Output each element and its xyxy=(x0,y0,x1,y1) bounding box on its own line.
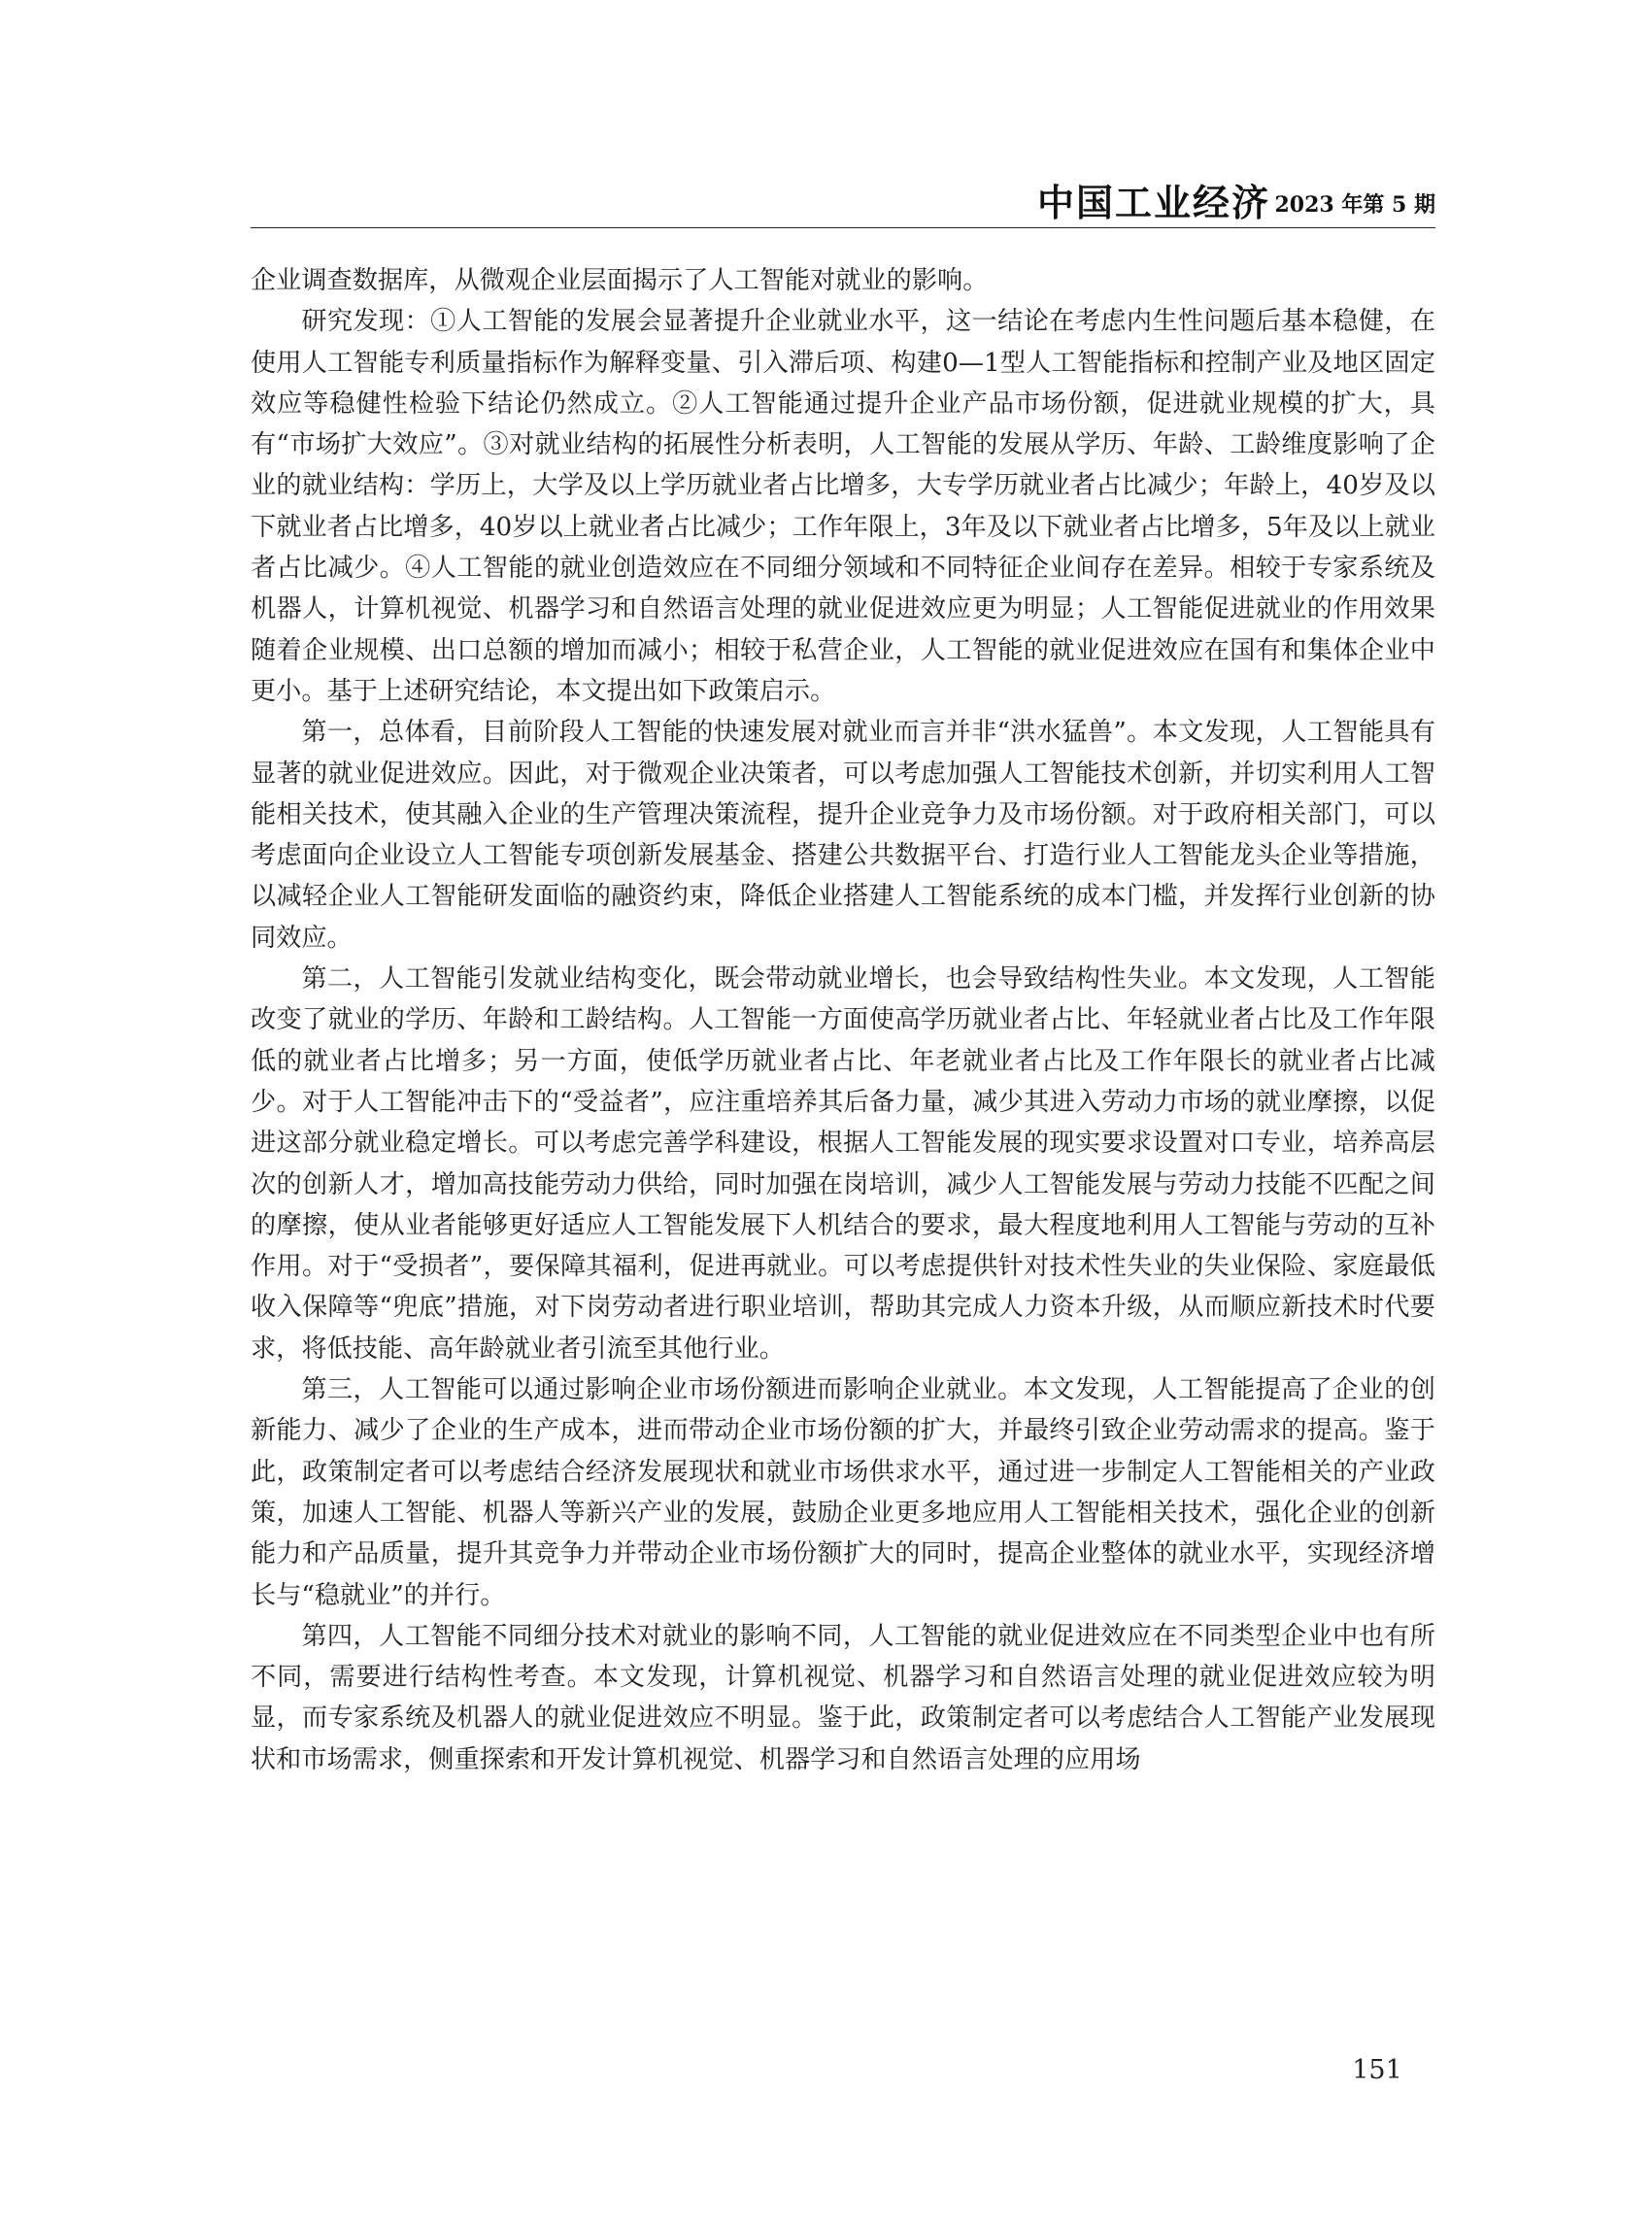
paragraph: 企业调查数据库，从微观企业层面揭示了人工智能对就业的影响。 xyxy=(251,266,989,295)
body-text xyxy=(251,260,1435,1780)
page-header xyxy=(251,181,1435,225)
issue-label: 2023 年第 5 期 xyxy=(1274,192,1435,218)
paragraph: 第四，人工智能不同细分技术对就业的影响不同，人工智能的就业促进效应在不同类型企业中也有所不同，需要进行结构性考查。本文发现，计算机视觉、机器学习和自然语言处理的就业促进效应较为明显，而专家系统及机器人的就业促进效应不明显。鉴于此，政策制定者可以考虑结合人工智能产业发展现状和市场需求，侧重探索和开发计算机视觉、机器学习和自然语言处理的应用场 xyxy=(251,1621,1435,1774)
paragraph: 第三，人工智能可以通过影响企业市场份额进而影响企业就业。本文发现，人工智能提高了企业的创新能力、减少了企业的生产成本，进而带动企业市场份额的扩大，并最终引致企业劳动需求的提高。鉴于此，政策制定者可以考虑结合经济发展现状和就业市场供求水平，通过进一步制定人工智能相关的产业政策，加速人工智能、机器人等新兴产业的发展，鼓励企业更多地应用人工智能相关技术，强化企业的创新能力和产品质量，提升其竞争力并带动企业市场份额扩大的同时，提高企业整体的就业水平，实现经济增长与“稳就业”的并行。 xyxy=(251,1375,1435,1610)
paragraph: 第二，人工智能引发就业结构变化，既会带动就业增长，也会导致结构性失业。本文发现，人工智能改变了就业的学历、年龄和工龄结构。人工智能一方面使高学历就业者占比、年轻就业者占比及工作年限低的就业者占比增多；另一方面，使低学历就业者占比、年老就业者占比及工作年限长的就业者占比减少。对于人工智能冲击下的“受益者”，应注重培养其后备力量，减少其进入劳动力市场的就业摩擦，以促进这部分就业稳定增长。可以考虑完善学科建设，根据人工智能发展的现实要求设置对口专业，培养高层次的创新人才，增加高技能劳动力供给，同时加强在岗培训，减少人工智能发展与劳动力技能不匹配之间的摩擦，使从业者能够更好适应人工智能发展下人机结合的要求，最大程度地利用人工智能与劳动的互补作用。对于“受损者”，要保障其福利，促进再就业。可以考虑提供针对技术性失业的失业保险、家庭最低收入保障等“兜底”措施，对下岗劳动者进行职业培训，帮助其完成人力资本升级，从而顺应新技术时代要求，将低技能、高年龄就业者引流至其他行业。 xyxy=(251,964,1435,1364)
header-rule xyxy=(251,227,1435,228)
page-number: 151 xyxy=(1352,2055,1402,2085)
journal-name: 中国工业经济 xyxy=(1036,182,1270,224)
paragraph: 第一，总体看，目前阶段人工智能的快速发展对就业而言并非“洪水猛兽”。本文发现，人工智能具有显著的就业促进效应。因此，对于微观企业决策者，可以考虑加强人工智能技术创新，并切实利用人工智能相关技术，使其融入企业的生产管理决策流程，提升企业竞争力及市场份额。对于政府相关部门，可以考虑面向企业设立人工智能专项创新发展基金、搭建公共数据平台、打造行业人工智能龙头企业等措施，以减轻企业人工智能研发面临的融资约束，降低企业搭建人工智能系统的成本门槛，并发挥行业创新的协同效应。 xyxy=(251,718,1435,953)
paragraph: 研究发现：①人工智能的发展会显著提升企业就业水平，这一结论在考虑内生性问题后基本稳健，在使用人工智能专利质量指标作为解释变量、引入滞后项、构建0—1型人工智能指标和控制产业及地区固定效应等稳健性检验下结论仍然成立。②人工智能通过提升企业产品市场份额，促进就业规模的扩大，具有“市场扩大效应”。③对就业结构的拓展性分析表明，人工智能的发展从学历、年龄、工龄维度影响了企业的就业结构：学历上，大学及以上学历就业者占比增多，大专学历就业者占比减少；年龄上，40岁及以下就业者占比增多，40岁以上就业者占比减少；工作年限上，3年及以下就业者占比增多，5年及以上就业者占比减少。④人工智能的就业创造效应在不同细分领域和不同特征企业间存在差异。相较于专家系统及机器人，计算机视觉、机器学习和自然语言处理的就业促进效应更为明显；人工智能促进就业的作用效果随着企业规模、出口总额的增加而减小；相较于私营企业，人工智能的就业促进效应在国有和集体企业中更小。基于上述研究结论，本文提出如下政策启示。 xyxy=(251,307,1435,706)
